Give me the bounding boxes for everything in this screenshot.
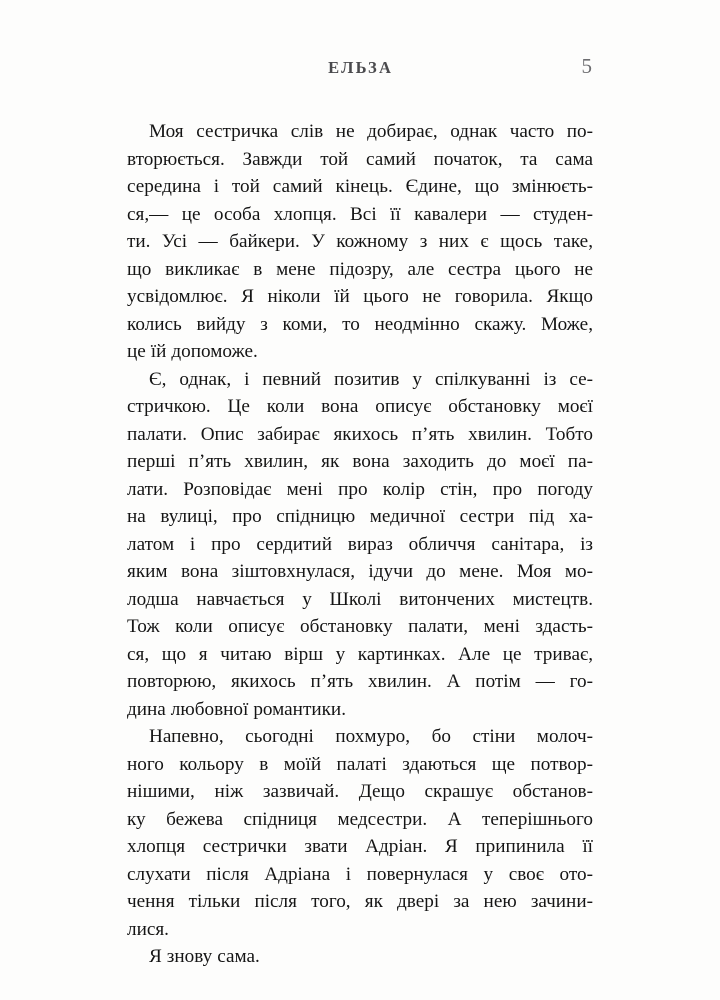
paragraph-3 <box>127 723 593 943</box>
paragraph-4 <box>127 943 593 971</box>
text-line: латом і про сердитий вираз обличчя санітара, із <box>127 533 593 555</box>
page-title: ЕЛЬЗА <box>328 58 394 77</box>
text-line: палати. Опис забирає якихось п’ять хвилин. Тобто <box>127 423 593 445</box>
text-line: хлопця сестрички звати Адріан. Я припинила її <box>127 836 593 857</box>
text-line: перші п’ять хвилин, як вона заходить до моєї па- <box>127 451 593 472</box>
text-line: Я знову сама. <box>149 946 260 967</box>
text-line: усвідомлює. Я ніколи їй цього не говорила. Якщо <box>127 286 593 307</box>
text-line: Є, однак, і певний позитив у спілкуванні із се- <box>149 368 593 390</box>
paragraph-1 <box>127 118 593 366</box>
running-head <box>127 54 592 84</box>
text-line: чення тільки після того, як двері за нею зачини- <box>127 891 593 912</box>
text-line: ся, що я читаю вірш у картинках. Але це триває, <box>127 643 593 665</box>
text-line: лодша навчається у Школі витончених мистецтв. <box>127 588 593 610</box>
text-line: ного кольору в моїй палаті здаються ще потвор- <box>127 753 593 775</box>
text-line: слухати після Адріана і повернулася у своє ото- <box>127 863 593 885</box>
text-line: що викликає в мене підозру, але сестра цього не <box>127 258 593 280</box>
text-line: яким вона зіштовхнулася, ідучи до мене. Моя мо- <box>127 561 593 582</box>
page-number: 5 <box>581 54 592 78</box>
text-line: вторюється. Завжди той самий початок, та сама <box>127 148 593 170</box>
text-line: нішими, ніж зазвичай. Дещо скрашує обстанов- <box>127 781 593 802</box>
text-line: лати. Розповідає мені про колір стін, про погоду <box>127 478 593 500</box>
text-line: стричкою. Це коли вона описує обстановку моєї <box>127 396 593 417</box>
text-block <box>127 118 593 971</box>
text-line: ти. Усі — байкери. У кожному з них є щось таке, <box>127 231 593 252</box>
text-line: це їй допоможе. <box>127 341 258 362</box>
text-line: колись вийду з коми, то неодмінно скажу. Може, <box>127 313 593 335</box>
text-line: Моя сестричка слів не добирає, однак часто по- <box>149 121 593 142</box>
paragraph-2 <box>127 366 593 724</box>
text-line: повторюю, якихось п’ять хвилин. А потім — го- <box>127 671 593 692</box>
text-line: лися. <box>127 918 169 940</box>
text-line: Напевно, сьогодні похмуро, бо стіни молоч- <box>149 726 593 747</box>
text-line: ся,— це особа хлопця. Всі її кавалери — студен- <box>127 203 593 225</box>
text-line: Тож коли описує обстановку палати, мені здасть- <box>127 616 593 637</box>
text-line: середина і той самий кінець. Єдине, що змінюєть- <box>127 176 593 197</box>
text-line: на вулиці, про спідницю медичної сестри під ха- <box>127 506 593 527</box>
text-line: ку бежева спідниця медсестри. А теперішнього <box>127 808 593 830</box>
text-line: дина любовної романтики. <box>127 698 346 720</box>
